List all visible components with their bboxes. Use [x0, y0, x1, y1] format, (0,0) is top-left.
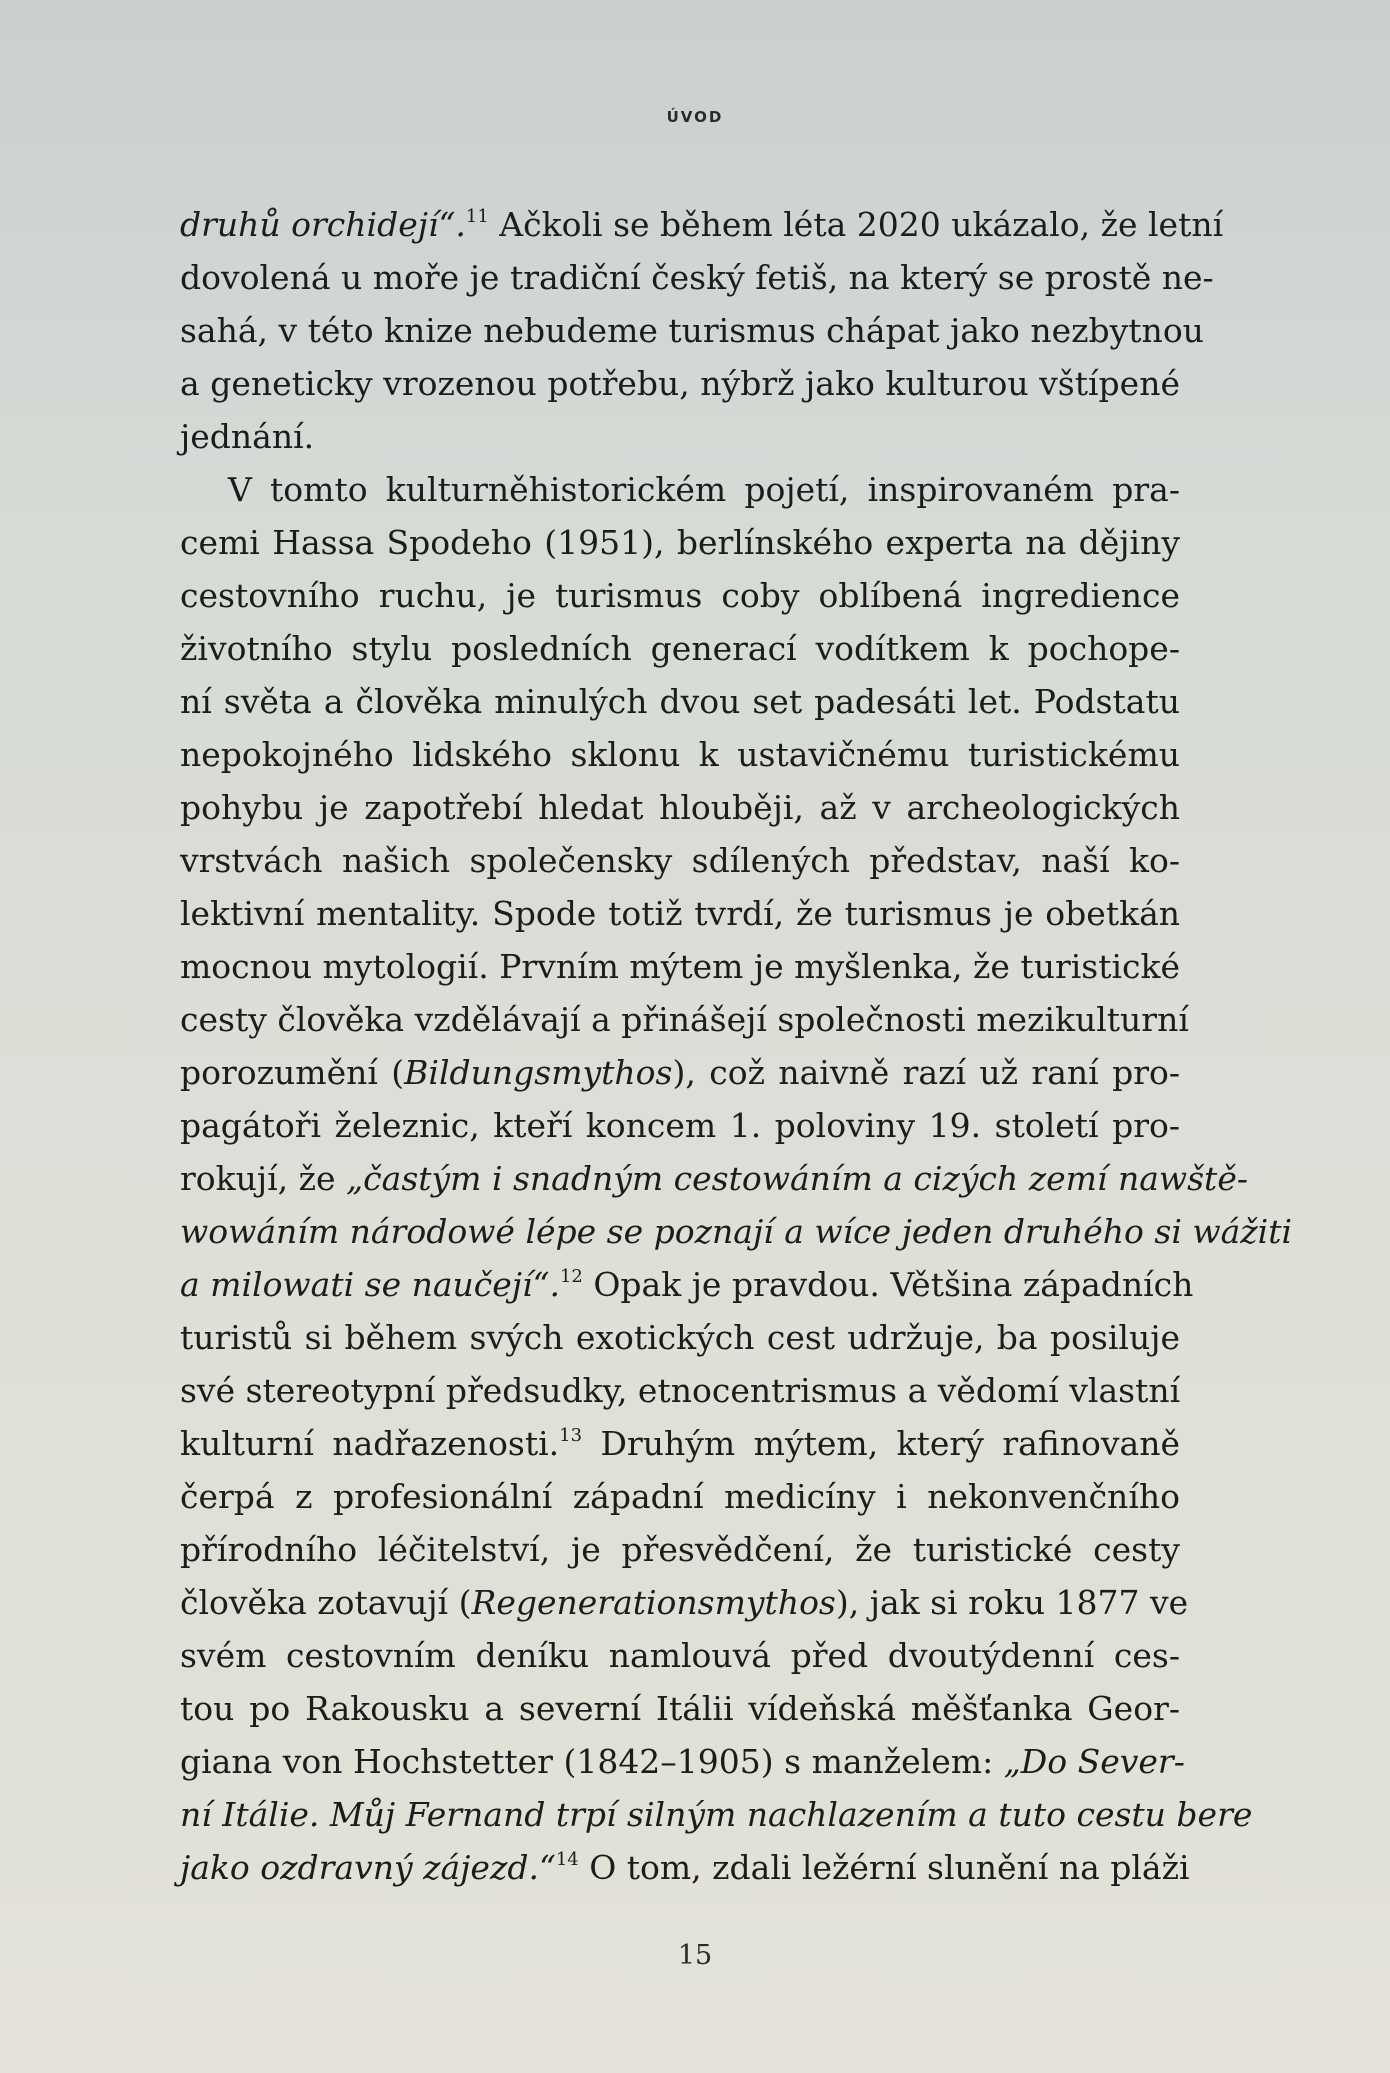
- text-segment: ní světa a člověka minulých dvou set padesáti let. Podstatu: [180, 682, 1180, 721]
- text-line: [180, 569, 1180, 622]
- text-line: [180, 1470, 1180, 1523]
- text-line: [180, 1258, 1194, 1311]
- text-line: [180, 1152, 1249, 1205]
- italic-text: „Do Sever-: [1003, 1742, 1185, 1781]
- text-line: [180, 1311, 1180, 1364]
- italic-text: druhů orchidejí“.: [180, 205, 466, 244]
- footnote-marker: 13: [559, 1425, 583, 1446]
- italic-text: Bildungsmythos: [404, 1053, 673, 1092]
- text-line: [180, 463, 1180, 516]
- text-line: [180, 1364, 1180, 1417]
- text-line: [180, 887, 1180, 940]
- text-line: [180, 410, 1180, 463]
- text-segment: vrstvách našich společensky sdílených představ, naší ko-: [180, 841, 1180, 880]
- text-segment: cesty člověka vzdělávají a přinášejí společnosti mezikulturní: [180, 1000, 1189, 1039]
- text-line: [180, 1682, 1180, 1735]
- text-segment: svém cestovním deníku namlouvá před dvoutýdenní ces-: [180, 1636, 1180, 1675]
- footnote-marker: 12: [559, 1266, 583, 1287]
- text-line: [180, 1099, 1180, 1152]
- text-segment: Opak je pravdou. Většina západních: [582, 1265, 1194, 1304]
- text-line: [180, 1205, 1293, 1258]
- text-line: [180, 1629, 1180, 1682]
- text-line: [180, 304, 1204, 357]
- italic-text: ní Itálie. Můj Fernand trpí silným nachlazením a tuto cestu bere: [180, 1795, 1253, 1834]
- text-segment: O tom, zdali ležérní slunění na pláži: [578, 1848, 1190, 1887]
- text-line: [180, 1735, 1185, 1788]
- text-segment: přírodního léčitelství, je přesvědčení, že turistické cesty: [180, 1530, 1180, 1569]
- text-line: [180, 1841, 1190, 1894]
- text-line: [180, 993, 1189, 1046]
- text-segment: giana von Hochstetter (1842–1905) s manželem:: [180, 1742, 1004, 1781]
- text-line: [180, 1788, 1253, 1841]
- text-segment: cemi Hassa Spodeho (1951), berlínského experta na dějiny: [180, 523, 1180, 562]
- text-line: [180, 940, 1180, 993]
- text-segment: pagátoři železnic, kteří koncem 1. poloviny 19. století pro-: [180, 1106, 1180, 1145]
- running-head: ÚVOD: [666, 108, 724, 126]
- text-segment: ), jak si roku 1877 ve: [835, 1583, 1189, 1622]
- text-segment: Druhým mýtem, který rafinovaně: [582, 1424, 1181, 1463]
- text-segment: lektivní mentality. Spode totiž tvrdí, že turismus je obetkán: [180, 894, 1180, 933]
- text-segment: mocnou mytologií. Prvním mýtem je myšlenka, že turistické: [180, 947, 1181, 986]
- text-line: [180, 1417, 1180, 1470]
- text-segment: sahá, v této knize nebudeme turismus chápat jako nezbytnou: [180, 311, 1204, 350]
- text-segment: turistů si během svých exotických cest udržuje, ba posiluje: [180, 1318, 1180, 1357]
- text-segment: tou po Rakousku a severní Itálii vídeňská měšťanka Geor-: [180, 1689, 1180, 1728]
- text-segment: porozumění (: [180, 1053, 405, 1092]
- italic-text: a milowati se naučejí“.: [180, 1265, 560, 1304]
- text-segment: dovolená u moře je tradiční český fetiš, na který se prostě ne-: [180, 258, 1214, 297]
- italic-text: „častým i snadným cestowáním a cizých zemí nawště-: [346, 1159, 1249, 1198]
- italic-text: Regenerationsmythos: [471, 1583, 836, 1622]
- text-segment: pohybu je zapotřebí hledat hlouběji, až v archeologických: [180, 788, 1180, 827]
- text-line: [180, 834, 1180, 887]
- text-line: [180, 357, 1180, 410]
- text-segment: čerpá z profesionální západní medicíny i nekonvenčního: [180, 1477, 1180, 1516]
- text-segment: kulturní nadřazenosti.: [180, 1424, 560, 1463]
- text-line: [180, 198, 1224, 251]
- text-segment: ), což naivně razí už raní pro-: [672, 1053, 1180, 1092]
- text-line: [180, 781, 1180, 834]
- text-segment: nepokojného lidského sklonu k ustavičnému turistickému: [180, 735, 1180, 774]
- text-line: [180, 251, 1214, 304]
- text-line: [180, 1576, 1189, 1629]
- footnote-marker: 11: [465, 206, 489, 227]
- italic-text: wowáním národowé lépe se poznají a wíce jeden druhého si wážiti: [180, 1212, 1293, 1251]
- text-line: [180, 622, 1180, 675]
- text-segment: své stereotypní předsudky, etnocentrismus a vědomí vlastní: [180, 1371, 1181, 1410]
- text-segment: člověka zotavují (: [180, 1583, 472, 1622]
- footnote-marker: 14: [555, 1849, 579, 1870]
- body-text: [180, 198, 1293, 1894]
- text-segment: Ačkoli se během léta 2020 ukázalo, že letní: [488, 205, 1224, 244]
- page-number: 15: [677, 1940, 713, 1971]
- text-segment: jednání.: [180, 417, 315, 456]
- text-segment: V tomto kulturněhistorickém pojetí, inspirovaném pra-: [228, 470, 1180, 509]
- text-line: [180, 1046, 1180, 1099]
- italic-text: jako ozdravný zájezd.“: [180, 1848, 556, 1887]
- text-line: [180, 675, 1180, 728]
- text-line: [180, 728, 1180, 781]
- text-segment: a geneticky vrozenou potřebu, nýbrž jako kulturou vštípené: [180, 364, 1180, 403]
- text-segment: rokují, že: [180, 1159, 347, 1198]
- text-segment: cestovního ruchu, je turismus coby oblíbená ingredience: [180, 576, 1180, 615]
- text-line: [180, 1523, 1180, 1576]
- text-line: [180, 516, 1180, 569]
- text-segment: životního stylu posledních generací vodítkem k pochope-: [180, 629, 1180, 668]
